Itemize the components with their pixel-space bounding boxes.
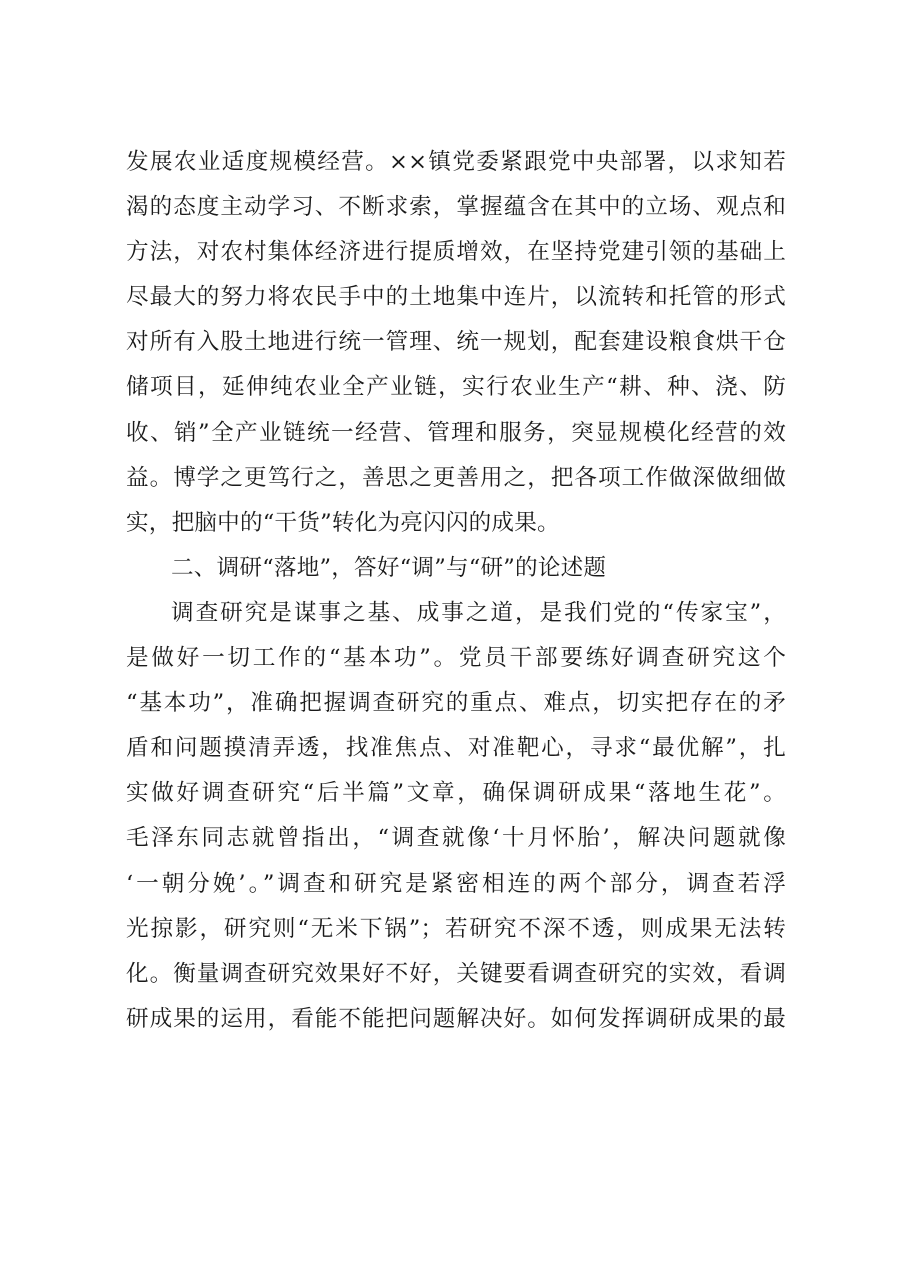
text-line: 益。博学之更笃行之，善思之更善用之，把各项工作做深做细做 (126, 464, 786, 491)
text-line: 对所有入股土地进行统一管理、统一规划，配套建设粮食烘干仓 (126, 329, 786, 356)
text-line: 渴的态度主动学习、不断求索，掌握蕴含在其中的立场、观点和 (126, 194, 786, 221)
text-line: 发展农业适度规模经营。××镇党委紧跟党中央部署，以求知若 (126, 149, 786, 175)
text-line: “基本功”，准确把握调查研究的重点、难点，切实把存在的矛 (126, 690, 786, 717)
paragraph-end-line: 实，把脑中的“干货”转化为亮闪闪的成果。 (126, 509, 560, 536)
text-line: ‘一朝分娩’。”调查和研究是紧密相连的两个部分，调查若浮 (126, 870, 786, 897)
text-line: 储项目，延伸纯农业全产业链，实行农业生产“耕、种、浇、防 (126, 374, 786, 401)
section-heading: 二、调研“落地”，答好“调”与“研”的论述题 (171, 554, 607, 581)
paragraph-first-line: 调查研究是谋事之基、成事之道，是我们党的“传家宝”， (171, 599, 786, 626)
text-line: 实做好调查研究“后半篇”文章，确保调研成果“落地生花”。 (126, 780, 786, 807)
text-line: 毛泽东同志就曾指出，“调查就像‘十月怀胎’，解决问题就像 (126, 825, 786, 852)
text-line: 光掠影，研究则“无米下锅”；若研究不深不透，则成果无法转 (126, 915, 786, 942)
text-line: 是做好一切工作的“基本功”。党员干部要练好调查研究这个 (126, 645, 786, 672)
text-line: 方法，对农村集体经济进行提质增效，在坚持党建引领的基础上 (126, 239, 786, 266)
text-line: 尽最大的努力将农民手中的土地集中连片，以流转和托管的形式 (126, 284, 786, 311)
text-line: 研成果的运用，看能不能把问题解决好。如何发挥调研成果的最 (126, 1005, 786, 1032)
text-line: 化。衡量调查研究效果好不好，关键要看调查研究的实效，看调 (126, 960, 786, 987)
text-line: 盾和问题摸清弄透，找准焦点、对准靶心，寻求“最优解”，扎 (126, 735, 786, 762)
body-text (126, 140, 786, 1042)
text-line: 收、销”全产业链统一经营、管理和服务，突显规模化经营的效 (126, 419, 786, 446)
